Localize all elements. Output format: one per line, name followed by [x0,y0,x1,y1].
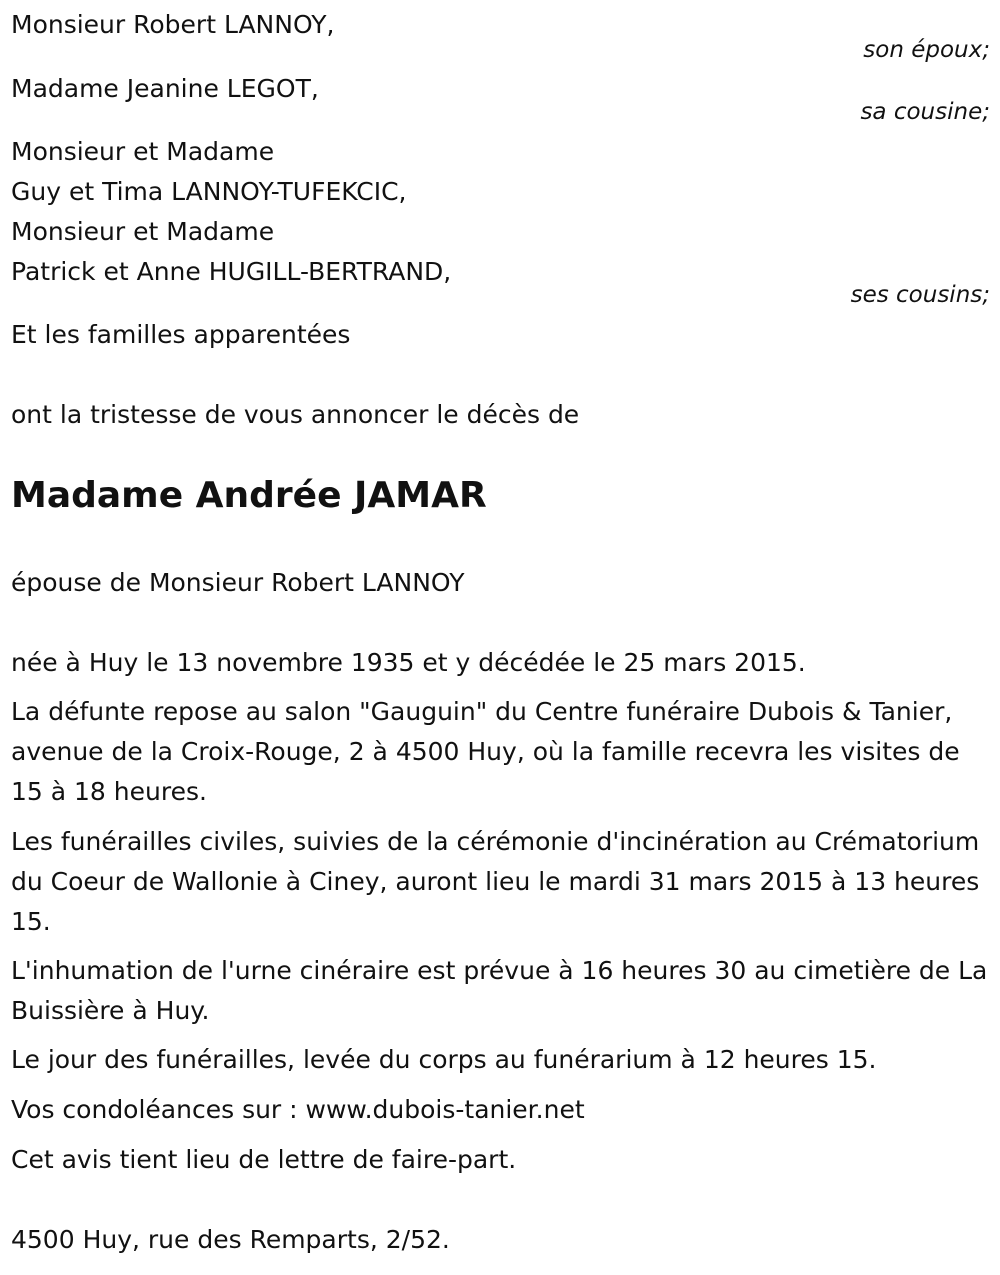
notice-line: Cet avis tient lieu de lettre de faire-part. [11,1145,517,1174]
levee-line: Le jour des funérailles, levée du corps au funérarium à 12 heures 15. [11,1045,877,1074]
cousins-role: ses cousins; [850,282,990,308]
birth-death-line: née à Huy le 13 novembre 1935 et y décédée le 25 mars 2015. [11,648,806,677]
funeral-paragraph: Les funérailles civiles, suivies de la cérémonie d'incinération au Crématorium du Coeur de Wallonie à Ciney, auront lieu le mardi 31 mars 2015 à 13 heures 15. [11,827,980,936]
cousins-line-3: Monsieur et Madame [11,217,275,246]
cousins-line-2: Guy et Tima LANNOY-TUFEKCIC, [11,177,407,206]
cousins-line-4: Patrick et Anne HUGILL-BERTRAND, [11,257,452,286]
cousin-name: Madame Jeanine LEGOT, [11,74,319,103]
inhumation-paragraph: L'inhumation de l'urne cinéraire est prévue à 16 heures 30 au cimetière de La Buissière à Huy. [11,956,988,1025]
spouse-line: épouse de Monsieur Robert LANNOY [11,568,465,597]
repose-paragraph: La défunte repose au salon "Gauguin" du Centre funéraire Dubois & Tanier, avenue de la Croix-Rouge, 2 à 4500 Huy, où la famille recevra les visites de 15 à 18 heures. [11,697,960,806]
husband-name: Monsieur Robert LANNOY, [11,10,335,39]
announcement: ont la tristesse de vous annoncer le décès de [11,400,580,429]
cousins-line-1: Monsieur et Madame [11,137,275,166]
cousin-role: sa cousine; [860,99,990,125]
deceased-name: Madame Andrée JAMAR [11,475,487,516]
husband-role: son époux; [863,37,990,63]
address-line: 4500 Huy, rue des Remparts, 2/52. [11,1225,450,1254]
condolences-line: Vos condoléances sur : www.dubois-tanier.net [11,1095,585,1124]
related-families: Et les familles apparentées [11,320,351,349]
